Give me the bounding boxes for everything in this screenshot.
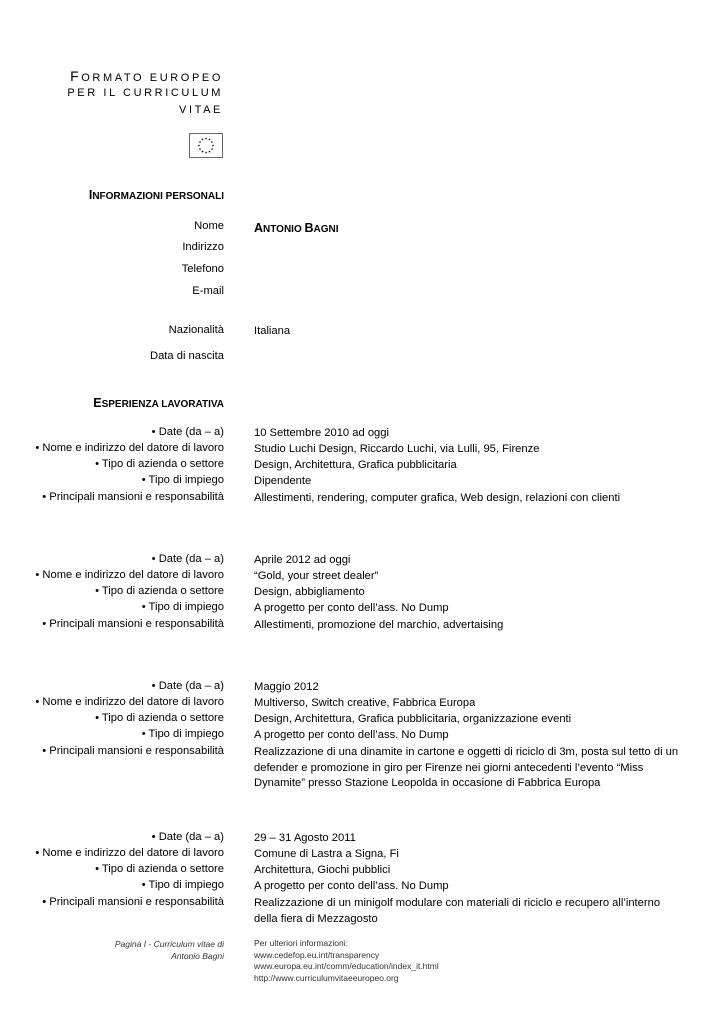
label-job-type: • Tipo di impiego bbox=[141, 728, 224, 740]
label-employer: • Nome e indirizzo del datore di lavoro bbox=[35, 442, 224, 454]
value-duties: Realizzazione di una dinamite in cartone e oggetti di riciclo di 3m, posta sul tetto di un defender e promozione in giro per Firenze nei giorni antecedenti l’evento “Miss Dynamite” presso Stazione Leopolda in occasione di Fabbrica Europa bbox=[254, 746, 679, 789]
label-email: E-mail bbox=[192, 285, 224, 297]
label-employer: • Nome e indirizzo del datore di lavoro bbox=[35, 569, 224, 581]
label-nazionalita: Nazionalità bbox=[168, 324, 224, 336]
label-nome: Nome bbox=[194, 220, 224, 232]
value-sector: Design, Architettura, Grafica pubblicitaria bbox=[254, 459, 457, 471]
label-sector: • Tipo di azienda o settore bbox=[95, 712, 224, 724]
label-date: • Date (da – a) bbox=[151, 680, 224, 692]
section-heading-personal: INFORMAZIONI PERSONALI bbox=[88, 188, 224, 202]
label-job-type: • Tipo di impiego bbox=[141, 879, 224, 891]
footer-info-heading: Per ulteriori informazioni: bbox=[254, 938, 349, 948]
value-job-type: A progetto per conto dell’ass. No Dump bbox=[254, 729, 449, 741]
document-title-line-2: PER IL CURRICULUM bbox=[67, 87, 223, 99]
label-duties: • Principali mansioni e responsabilità bbox=[42, 491, 224, 503]
value-job-type: Dipendente bbox=[254, 475, 312, 487]
value-duties: Realizzazione di un minigolf modulare con materiali di riciclo e recupero all’interno della fiera di Mezzagosto bbox=[254, 897, 661, 925]
document-title-line-1: FORMATO EUROPEO bbox=[70, 68, 223, 84]
label-date: • Date (da – a) bbox=[151, 831, 224, 843]
label-date: • Date (da – a) bbox=[151, 553, 224, 565]
label-date: • Date (da – a) bbox=[151, 426, 224, 438]
footer-page-line: Pagina I - Curriculum vitae di bbox=[114, 939, 224, 949]
footer-link[interactable]: www.europa.eu.int/comm/education/index_it.html bbox=[254, 961, 439, 971]
eu-flag-icon bbox=[189, 133, 223, 158]
footer-page-info bbox=[115, 938, 224, 962]
value-employer: “Gold, your street dealer” bbox=[254, 570, 379, 582]
value-date: Aprile 2012 ad oggi bbox=[254, 554, 351, 566]
value-sector: Design, abbigliamento bbox=[254, 586, 365, 598]
value-date: Maggio 2012 bbox=[254, 681, 319, 693]
label-indirizzo: Indirizzo bbox=[182, 241, 224, 253]
label-telefono: Telefono bbox=[181, 263, 224, 275]
label-sector: • Tipo di azienda o settore bbox=[95, 585, 224, 597]
value-employer: Comune di Lastra a Signa, Fi bbox=[254, 848, 399, 860]
value-date: 29 – 31 Agosto 2011 bbox=[254, 832, 356, 844]
label-data-nascita: Data di nascita bbox=[149, 350, 224, 362]
footer-links bbox=[254, 938, 439, 984]
label-sector: • Tipo di azienda o settore bbox=[95, 458, 224, 470]
section-heading-experience: ESPERIENZA LAVORATIVA bbox=[93, 396, 224, 410]
value-employer: Multiverso, Switch creative, Fabbrica Europa bbox=[254, 697, 476, 709]
document-title-line-3: VITAE bbox=[179, 104, 223, 116]
label-job-type: • Tipo di impiego bbox=[141, 474, 224, 486]
value-sector: Design, Architettura, Grafica pubblicitaria, organizzazione eventi bbox=[254, 713, 572, 725]
value-sector: Architettura, Giochi pubblici bbox=[254, 864, 391, 876]
label-job-type: • Tipo di impiego bbox=[141, 601, 224, 613]
label-employer: • Nome e indirizzo del datore di lavoro bbox=[35, 847, 224, 859]
value-employer: Studio Luchi Design, Riccardo Luchi, via Lulli, 95, Firenze bbox=[254, 443, 540, 455]
label-employer: • Nome e indirizzo del datore di lavoro bbox=[35, 696, 224, 708]
value-duties: Allestimenti, promozione del marchio, advertaising bbox=[254, 619, 504, 631]
label-duties: • Principali mansioni e responsabilità bbox=[42, 896, 224, 908]
value-duties: Allestimenti, rendering, computer grafica, Web design, relazioni con clienti bbox=[254, 492, 621, 504]
footer-link[interactable]: http://www.curriculumvitaeeuropeo.org bbox=[254, 972, 399, 983]
footer-link[interactable]: www.cedefop.eu.int/transparency bbox=[254, 949, 380, 960]
value-date: 10 Settembre 2010 ad oggi bbox=[254, 427, 389, 439]
value-job-type: A progetto per conto dell’ass. No Dump bbox=[254, 602, 449, 614]
person-name: ANTONIO BAGNI bbox=[254, 221, 339, 235]
label-sector: • Tipo di azienda o settore bbox=[95, 863, 224, 875]
label-duties: • Principali mansioni e responsabilità bbox=[42, 745, 224, 757]
value-nazionalita: Italiana bbox=[254, 325, 291, 337]
footer-author-line: Antonio Bagni bbox=[171, 951, 224, 961]
value-job-type: A progetto per conto dell’ass. No Dump bbox=[254, 880, 449, 892]
label-duties: • Principali mansioni e responsabilità bbox=[42, 618, 224, 630]
